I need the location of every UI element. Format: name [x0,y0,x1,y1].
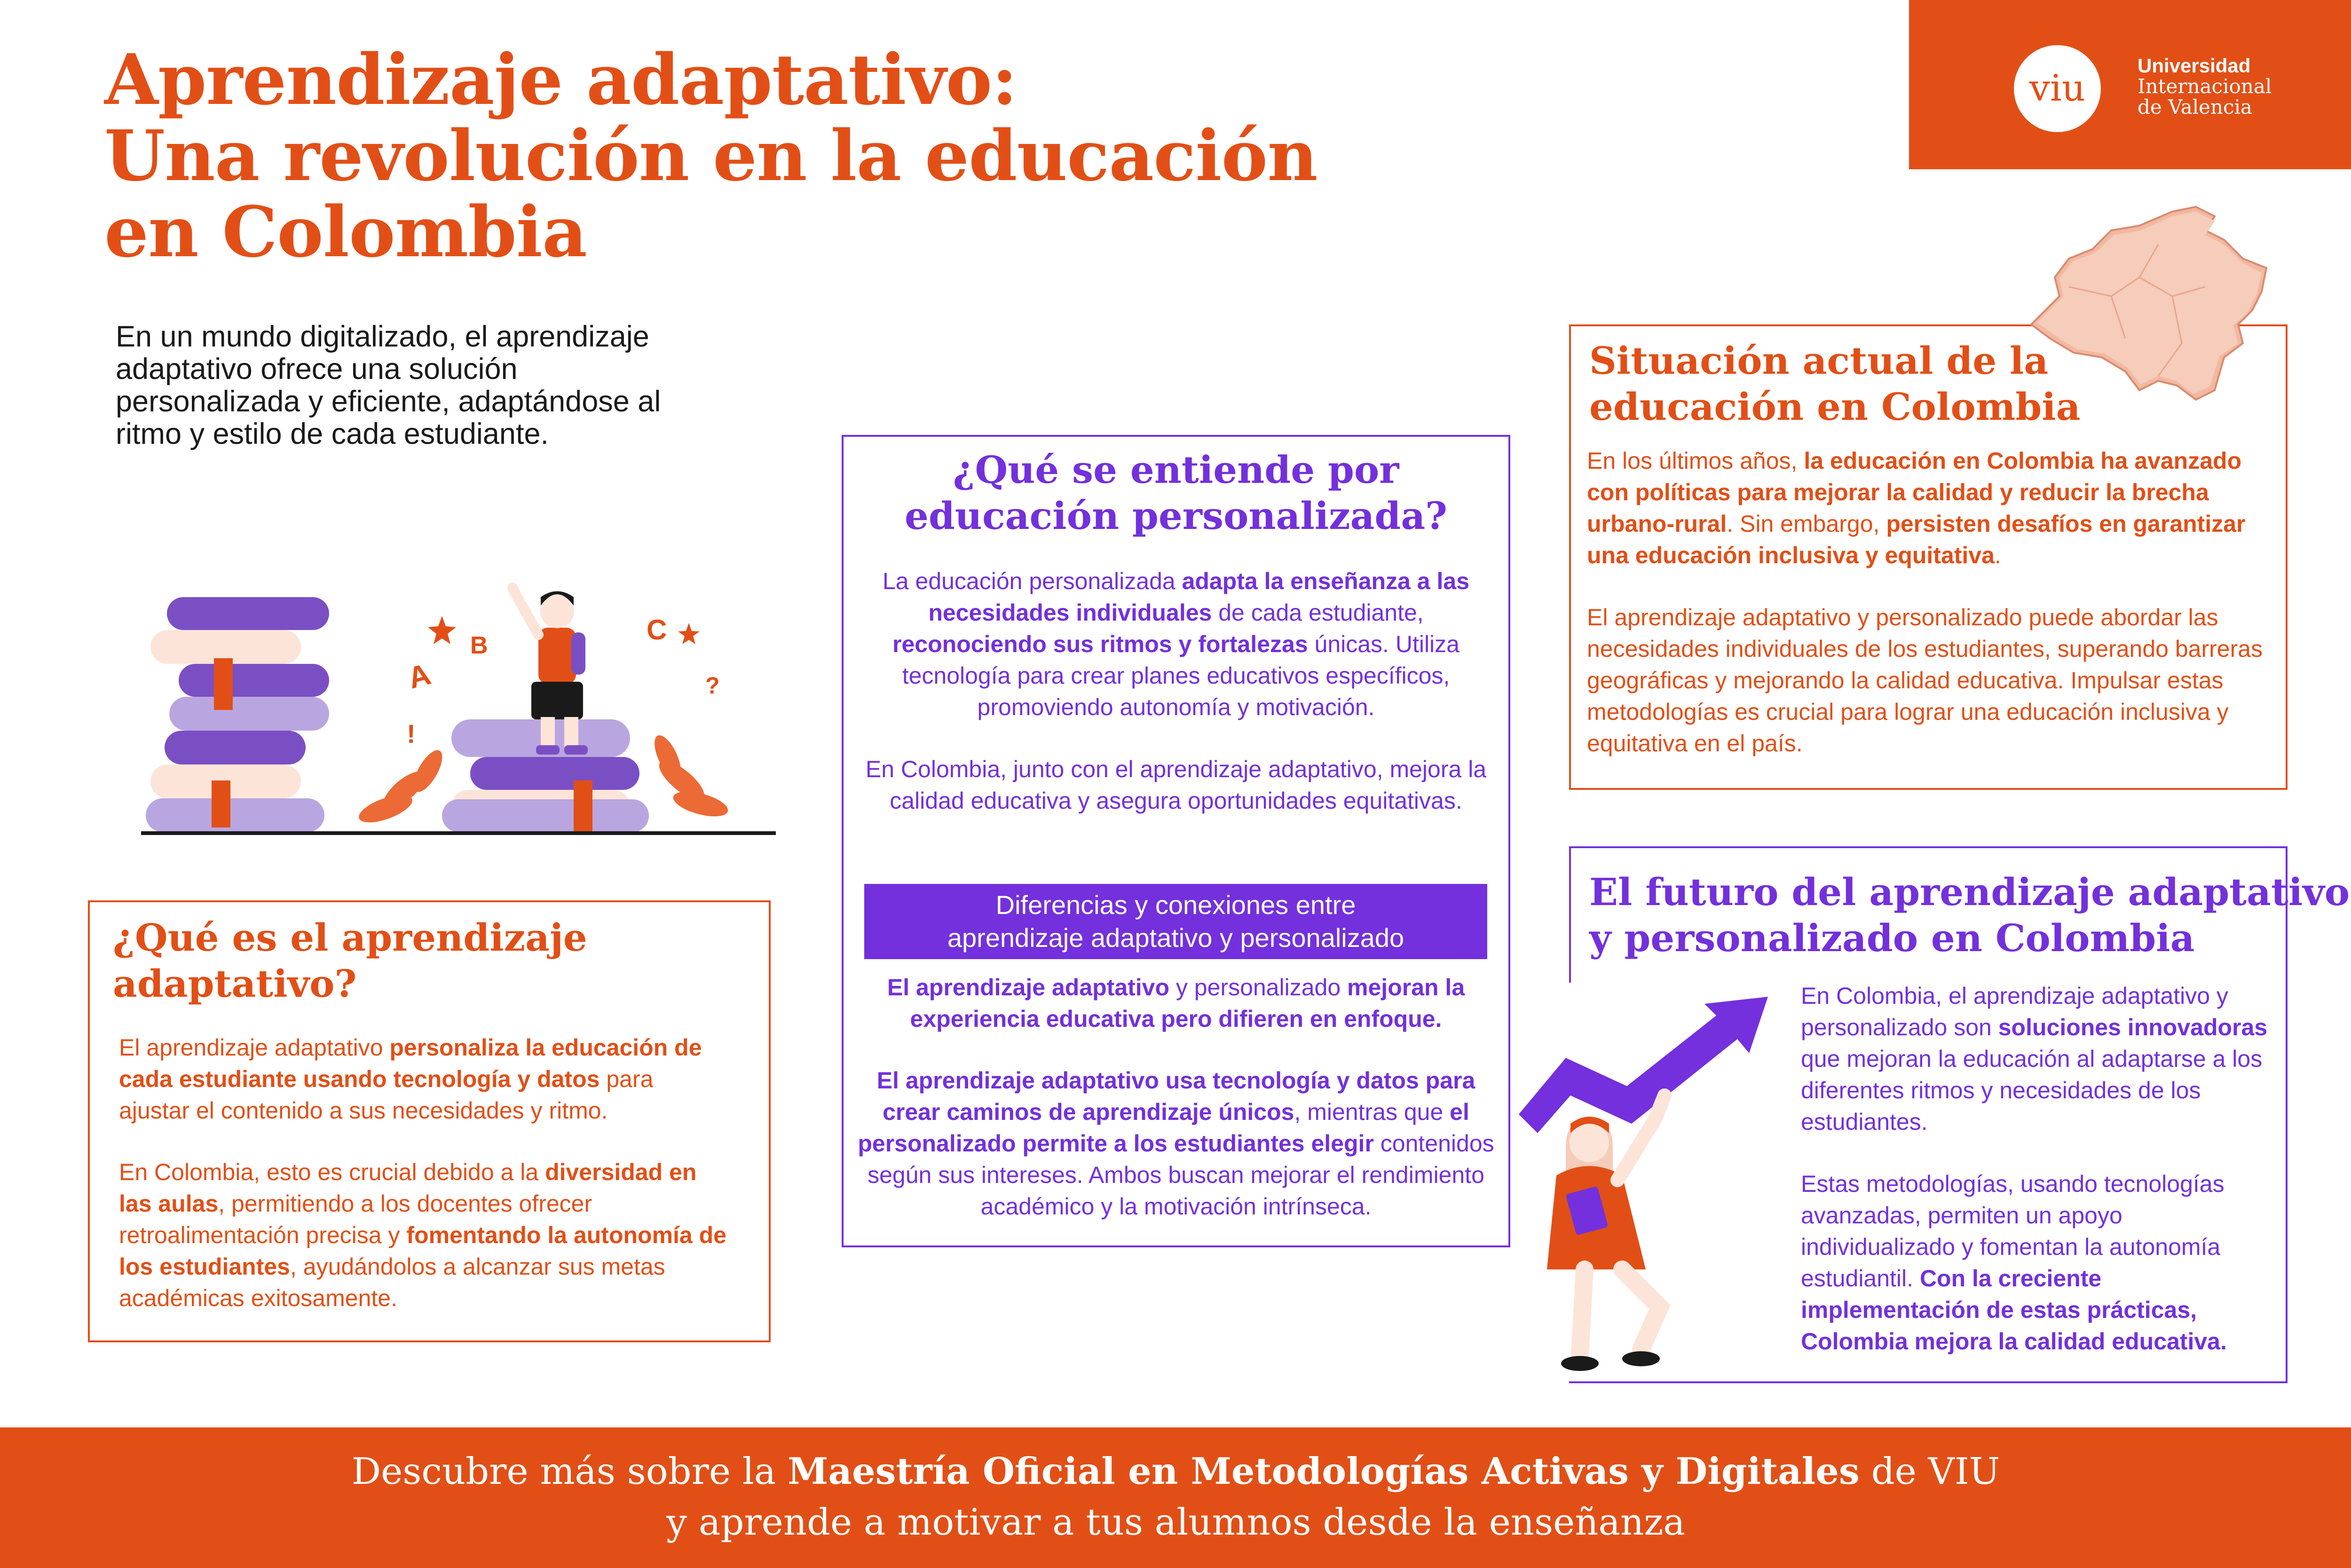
logo-line-1: Universidad [2138,55,2251,77]
situation-heading [1589,338,2081,430]
intro-line-1: En un mundo digitalizado, el aprendizaje [116,320,649,353]
future-paragraph-2: Estas metodologías, usando tecnologías avanzadas, permiten un apoyo individualizado y fomentan la autonomía estudiantil. Con la creciente implementación de estas prácticas, Colombia mejora la calidad educativa. [1801,1171,2227,1355]
title-line-2: Una revolución en la educación [104,115,1318,197]
viu-logo-mark: viu [2014,45,2101,132]
situation-paragraph-2: El aprendizaje adaptativo y personalizado puede abordar las necesidades individuales de los estudiantes, superando barreras geográficas y mejorando la calidad educativa. Impulsar estas metodologías es crucial para lograr una educación inclusiva y equitativa en el país. [1587,604,2263,756]
title-line-1: Aprendizaje adaptativo: [104,39,1017,120]
what-is-heading [113,914,587,1007]
personalized-paragraph-1: La educación personalizada adapta la enseñanza a las necesidades individuales de cada estudiante, reconociendo sus ritmos y fortalezas únicas. Utiliza tecnología para crear planes educativos específicos, promoviendo autonomía y motivación. [883,568,1469,720]
intro-line-4: ritmo y estilo de cada estudiante. [116,418,549,450]
title-line-3: en Colombia [104,191,587,273]
personalized-paragraph-4: El aprendizaje adaptativo usa tecnología y datos para crear caminos de aprendizaje únicos, mientras que el personalizado permite a los estudiantes elegir contenidos según sus intereses. Ambos buscan mejorar el rendimiento académico y la motivación intrínseca. [858,1067,1494,1220]
intro-line-2: adaptativo ofrece una solución [116,353,518,386]
letter-b: B [470,632,488,659]
letter-a: A [404,657,434,695]
personalized-paragraph-2: En Colombia, junto con el aprendizaje adaptativo, mejora la calidad educativa y asegura oportunidades equitativas. [865,756,1487,814]
future-heading-line-1: El futuro del aprendizaje adaptativo [1589,870,2350,914]
question-mark: ? [705,672,720,699]
page-title [104,39,1374,273]
footer-line-2: y aprende a motivar a tus alumnos desde la enseñanza [666,1501,1685,1544]
intro-text [116,321,774,450]
banner-line-1: Diferencias y conexiones entre [995,890,1356,920]
books-student-illustration [141,527,781,846]
logo-block[interactable] [1909,0,2351,169]
future-box-left-edge [1569,846,1571,983]
situation-heading-line-2: educación en Colombia [1589,385,2081,429]
what-is-paragraph-2: En Colombia, esto es crucial debido a la diversidad en las aulas, permitiendo a los docentes ofrecer retroalimentación precisa y fomentando la autonomía de los estudiantes, ayudándolos a alcanzar sus metas académicas exitosamente. [119,1159,726,1311]
footer-cta[interactable] [0,1427,2351,1568]
banner-line-2: aprendizaje adaptativo y personalizado [947,923,1404,953]
logo-wordmark [2138,55,2272,118]
letter-c: C [647,614,667,646]
what-is-heading-line-2: adaptativo? [113,961,357,1006]
differences-banner [864,884,1487,959]
woman-arrow-illustration [1505,978,1806,1392]
what-is-heading-line-1: ¿Qué es el aprendizaje [113,915,587,960]
situation-paragraph-1: En los últimos años, la educación en Colombia ha avanzado con políticas para mejorar la calidad y reducir la brecha urbano-rural. Sin embargo, persisten desafíos en garantizar una educación inclusiva y equitativa. [1587,448,2246,568]
logo-line-2: Internacional [2138,75,2272,98]
logo-line-3: de Valencia [2138,95,2252,118]
colombia-map [2017,202,2280,418]
left-book-stack [146,597,329,832]
future-paragraph-1: En Colombia, el aprendizaje adaptativo y personalizado son soluciones innovadoras que mejoran la educación al adaptarse a los diferentes ritmos y necesidades de los estudiantes. [1801,983,2268,1135]
situation-heading-line-1: Situación actual de la [1589,339,2049,383]
personalized-heading-line-2: educación personalizada? [904,494,1448,538]
woman-figure [1547,1095,1665,1371]
footer-line-1: Descubre más sobre la Maestría Oficial en Metodologías Activas y Digitales de VIU [351,1450,2000,1493]
personalized-heading-line-1: ¿Qué se entiende por [953,448,1399,492]
personalized-heading [842,447,1510,539]
intro-line-3: personalizada y eficiente, adaptándose al [116,385,661,418]
growth-arrow-icon [1519,997,1768,1133]
future-heading [1589,869,2350,961]
personalized-paragraph-3: El aprendizaje adaptativo y personalizado mejoran la experiencia educativa pero difieren en enfoque. [887,974,1465,1032]
future-heading-line-2: y personalizado en Colombia [1589,916,2195,960]
ground-line [141,831,776,835]
exclaim-mark: ! [407,719,416,749]
what-is-paragraph-1: El aprendizaje adaptativo personaliza la educación de cada estudiante usando tecnología y datos para ajustar el contenido a sus necesidades y ritmo. [119,1034,702,1124]
